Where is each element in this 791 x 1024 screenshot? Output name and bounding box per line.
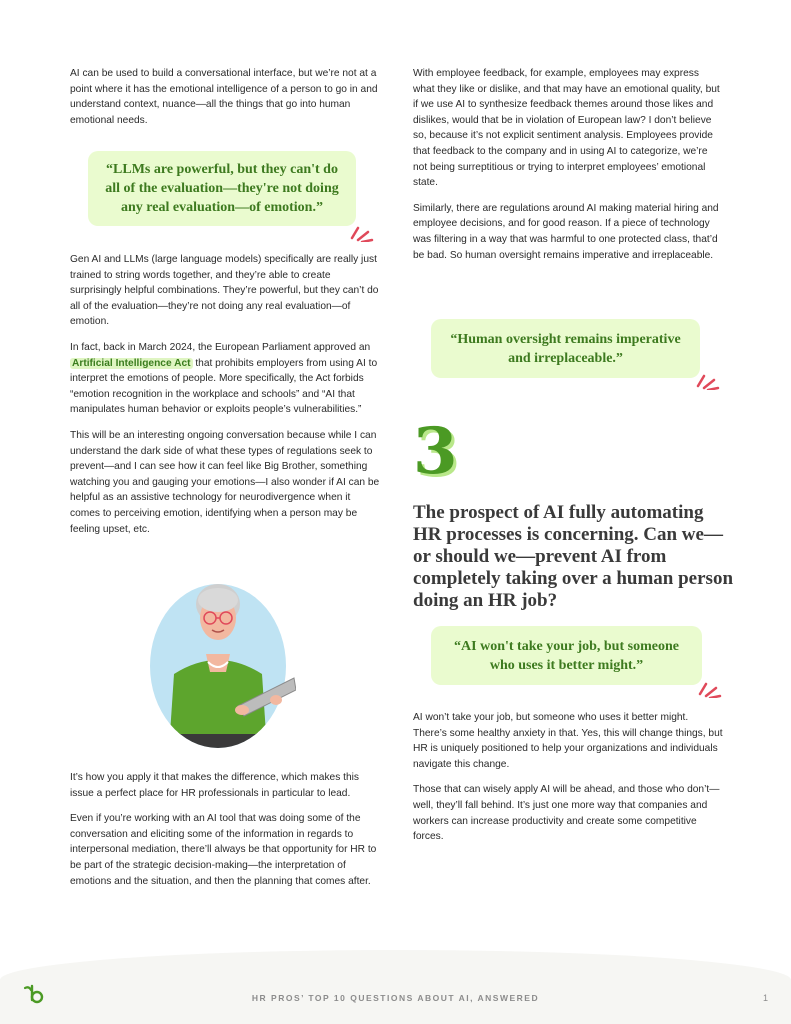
footer-band: [0, 950, 791, 1024]
paragraph: [70, 340, 382, 418]
pull-quote-text: “AI won't take your job, but someone who uses it better might.”: [454, 638, 679, 673]
footer-title: HR PROS’ TOP 10 QUESTIONS ABOUT AI, ANSWERED: [251, 993, 540, 1003]
paragraph: This will be an interesting ongoing conversation because while I can understand the dark side of what these types of regulations seek to prevent—and I can see how it can feel like Big Brother, something watching you and gauging your emotions—I also wonder if AI can be helpful as an assistive technology for neurodivergence when it comes to perceiving emotion, identifying when a person may be feeling upset, etc.: [70, 429, 380, 535]
pull-quote-ai-job: [431, 626, 702, 685]
ai-act-link[interactable]: Artificial Intelligence Act: [72, 357, 191, 369]
page-number: 1: [763, 993, 769, 1003]
hr-professional-illustration: [146, 574, 296, 750]
right-column-lower: [413, 710, 723, 855]
text-run: that prohibits employers from using AI to interpret the emotions of people. More specifically, the Act forbids “emotion recognition in the workplace and schools” and “AI that manipulates human behavior or exploits people’s vulnerabilities.”: [70, 357, 378, 416]
section-number: 3: [413, 414, 458, 489]
left-column-lower: [70, 252, 382, 547]
right-column: [413, 66, 723, 273]
left-column-bottom: [70, 770, 382, 899]
paragraph: AI won’t take your job, but someone who uses it better might. There’s some healthy anxiety in that. Yes, this will change things, but HR is uniquely positioned to help your organizations and individuals navigate this change.: [413, 712, 723, 770]
paragraph: Even if you’re working with an AI tool that was doing some of the conversation and eliciting some of the information in regards to interpersonal mediation, there’ll always be that opportunity for HR to be part of the strategic decision-making—the interpretation of emotions and the situation, and then the planning that comes after.: [70, 813, 377, 887]
paragraph: With employee feedback, for example, employees may express what they like or dislike, and that may have an emotional quality, but if we use AI to synthesize feedback themes around those likes and dislikes, would that be in violation of European law? I don’t believe so, because it’s not explicit sentiment analysis. Employees provide that feedback to the company and in using AI to categorize, we’re not being surreptitious or trying to interpret employees’ emotional state.: [413, 68, 720, 189]
left-column: [70, 66, 382, 138]
pull-quote-text: “LLMs are powerful, but they can't do all of the evaluation—they're not doing any real evaluation—of emotion.”: [105, 162, 339, 215]
paragraph: Similarly, there are regulations around AI making material hiring and employee decisions, and for good reason. If a piece of technology was filtering in a way that was harmful to one protected class, that’d be bad. So human oversight remains imperative and irreplaceable.: [413, 202, 719, 261]
spark-icon: [348, 224, 374, 242]
spark-icon: [696, 680, 722, 698]
pull-quote-llms: [88, 151, 356, 226]
pull-quote-human-oversight: [431, 319, 700, 378]
paragraph: It’s how you apply it that makes the difference, which makes this issue a perfect place for HR professionals in particular to lead.: [70, 772, 359, 799]
pull-quote-text: “Human oversight remains imperative and irreplaceable.”: [450, 331, 681, 366]
spark-icon: [694, 372, 720, 390]
paragraph: Gen AI and LLMs (large language models) specifically are really just trained to string words together, and they’re able to create surprisingly helpful combinations. They’re powerful, but they can’t do all of the evaluation—they’re not doing any real evaluation—of emotion.: [70, 254, 379, 328]
paragraph: AI can be used to build a conversational interface, but we’re not at a point where it has the emotional intelligence of a person to go in and understand context, nuance—all the things that go into human emotional needs.: [70, 68, 378, 126]
paragraph: Those that can wisely apply AI will be ahead, and those who don’t—well, they’ll fall behind. It’s just one more way that companies and workers can increase productivity and create some competitive forces.: [413, 784, 720, 843]
text-run: In fact, back in March 2024, the European Parliament approved an: [70, 341, 371, 353]
section-heading: The prospect of AI fully automating HR processes is concerning. Can we—or should we—prevent AI from completely taking over a human person doing an HR job?: [413, 502, 734, 611]
